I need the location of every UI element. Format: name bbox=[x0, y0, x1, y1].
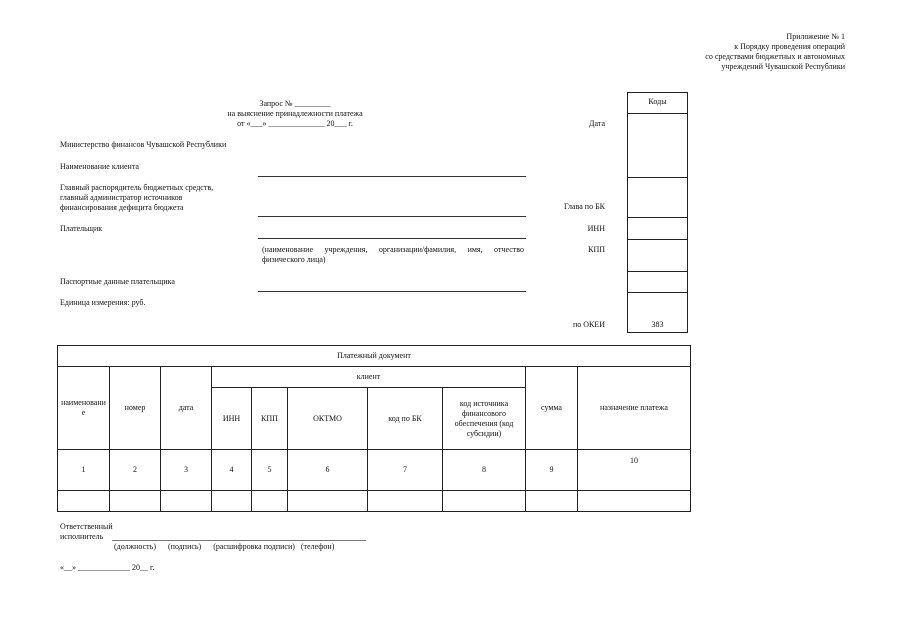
responsible-executor-label bbox=[60, 522, 113, 542]
data-cell[interactable] bbox=[161, 491, 212, 512]
sign-hint: (подпись) bbox=[168, 542, 202, 551]
request-subtitle: на выяснение принадлежности платежа bbox=[227, 109, 363, 118]
col-oktmo-header: ОКТМО bbox=[288, 388, 368, 450]
data-cell[interactable] bbox=[368, 491, 443, 512]
data-cell[interactable] bbox=[252, 491, 288, 512]
col-number-cell: 2 bbox=[110, 450, 161, 491]
data-cell[interactable] bbox=[288, 491, 368, 512]
codes-divider bbox=[628, 239, 687, 240]
okei-value: 383 bbox=[651, 320, 664, 329]
responsible-line: Ответственный bbox=[60, 522, 113, 531]
passport-field[interactable] bbox=[258, 291, 526, 292]
appendix-line: к Порядку проведения операций bbox=[734, 42, 845, 51]
col-number-cell: 4 bbox=[212, 450, 252, 491]
passport-label: Паспортные данные плательщика bbox=[60, 277, 175, 286]
payer-hint bbox=[262, 245, 524, 265]
client-label: Наименование клиента bbox=[60, 162, 139, 171]
data-cell[interactable] bbox=[58, 491, 110, 512]
codes-divider bbox=[628, 292, 687, 293]
payer-hint-line: (наименование учреждения, организации/фамилия, имя, отчество bbox=[262, 245, 524, 254]
col-purpose-header: назначение платежа bbox=[578, 367, 691, 450]
codes-header: Коды bbox=[648, 97, 667, 106]
codes-divider bbox=[628, 113, 687, 114]
col-name-header: наименование bbox=[58, 367, 110, 450]
unit-label: Единица измерения: руб. bbox=[60, 298, 146, 307]
chief-administrator-line: финансирования дефицита бюджета bbox=[60, 203, 184, 212]
payer-label: Плательщик bbox=[60, 224, 103, 233]
appendix-line: со средствами бюджетных и автономных bbox=[705, 52, 845, 61]
data-cell[interactable] bbox=[578, 491, 691, 512]
request-date: от «___» ______________ 20___ г. bbox=[237, 119, 353, 128]
ministry-label: Министерство финансов Чувашской Республики bbox=[60, 140, 227, 149]
date-code-label: Дата bbox=[589, 119, 605, 128]
col-kbk-header: код по БК bbox=[368, 388, 443, 450]
table-title: Платежный документ bbox=[58, 346, 691, 367]
chief-administrator-line: Главный распорядитель бюджетных средств, bbox=[60, 183, 214, 192]
col-source-header: код источника финансового обеспечения (код субсидии) bbox=[443, 388, 526, 450]
payment-document-table bbox=[57, 345, 691, 512]
kpp-code-label: КПП bbox=[588, 245, 605, 254]
codes-divider bbox=[628, 177, 687, 178]
data-cell[interactable] bbox=[443, 491, 526, 512]
col-inn-header: ИНН bbox=[212, 388, 252, 450]
col-kpp-header: КПП bbox=[252, 388, 288, 450]
col-date-header: дата bbox=[161, 367, 212, 450]
chief-administrator-line: главный администратор источников bbox=[60, 193, 183, 202]
position-hint: (должность) bbox=[114, 542, 156, 551]
request-title-block bbox=[210, 99, 380, 129]
signature-date: «__» _____________ 20__ г. bbox=[60, 563, 155, 572]
inn-code-label: ИНН bbox=[587, 224, 605, 233]
col-number-cell: 6 bbox=[288, 450, 368, 491]
chief-administrator-field[interactable] bbox=[258, 216, 526, 217]
payer-field[interactable] bbox=[258, 238, 526, 239]
appendix-note bbox=[705, 32, 845, 72]
col-number-cell: 1 bbox=[58, 450, 110, 491]
glava-code-label: Глава по БК bbox=[564, 202, 605, 211]
client-group-header: клиент bbox=[212, 367, 526, 388]
okei-code-label: по ОКЕИ bbox=[572, 320, 605, 329]
executor-line: исполнитель bbox=[60, 532, 104, 541]
decode-hint: (расшифровка подписи) bbox=[213, 542, 295, 551]
col-number-cell: 10 bbox=[578, 450, 691, 491]
codes-divider bbox=[628, 217, 687, 218]
phone-hint: (телефон) bbox=[300, 542, 335, 551]
data-cell[interactable] bbox=[526, 491, 578, 512]
col-number-cell: 3 bbox=[161, 450, 212, 491]
col-number-cell: 7 bbox=[368, 450, 443, 491]
data-cell[interactable] bbox=[110, 491, 161, 512]
chief-administrator-label bbox=[60, 183, 213, 213]
appendix-line: Приложение № 1 bbox=[786, 32, 845, 41]
client-field[interactable] bbox=[258, 176, 526, 177]
codes-divider bbox=[628, 271, 687, 272]
codes-box bbox=[627, 92, 688, 333]
col-sum-header: сумма bbox=[526, 367, 578, 450]
signature-line[interactable] bbox=[112, 540, 366, 541]
col-number-cell: 8 bbox=[443, 450, 526, 491]
col-number-cell: 9 bbox=[526, 450, 578, 491]
request-title: Запрос № _________ bbox=[259, 99, 331, 108]
payer-hint-line: физического лица) bbox=[262, 255, 326, 264]
appendix-line: учреждений Чувашской Республики bbox=[721, 62, 845, 71]
signature-labels bbox=[114, 542, 344, 551]
col-number-header: номер bbox=[110, 367, 161, 450]
col-number-cell: 5 bbox=[252, 450, 288, 491]
data-cell[interactable] bbox=[212, 491, 252, 512]
